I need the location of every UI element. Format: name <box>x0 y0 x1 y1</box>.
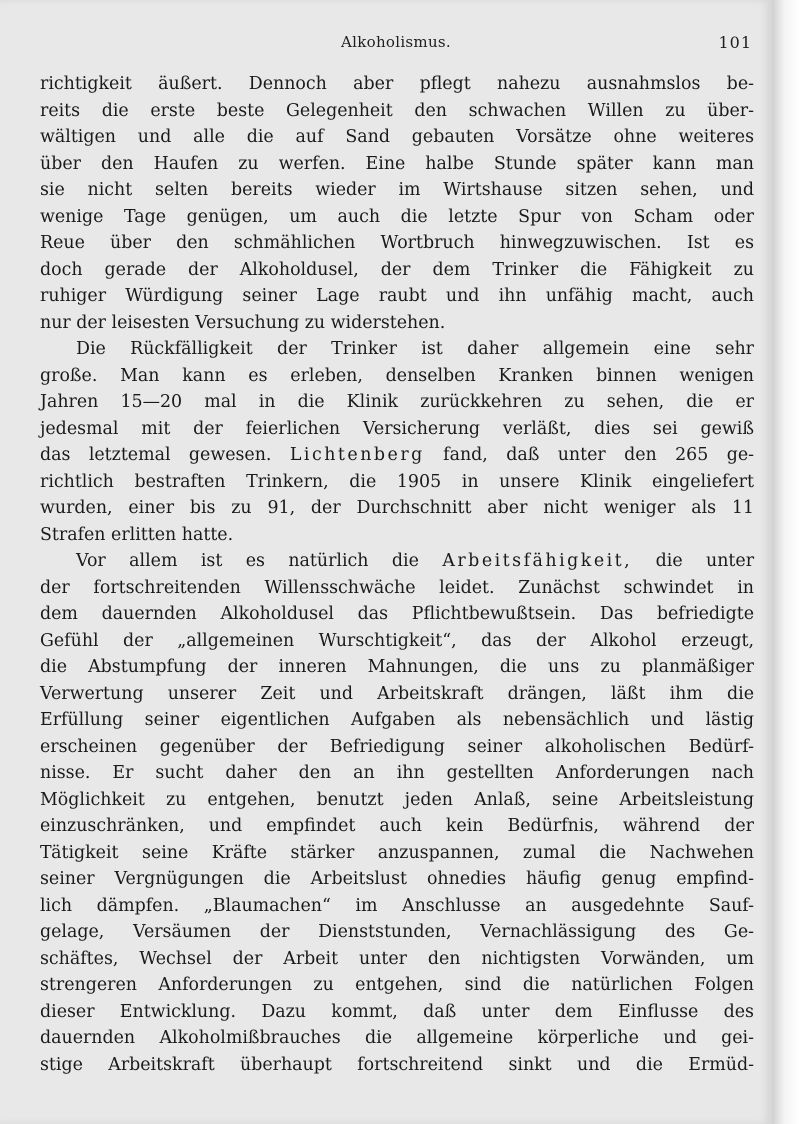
text-line: der fortschreitenden Willensschwäche leidet. Zunächst schwindet in <box>40 577 754 598</box>
text-line: Die Rückfälligkeit der Trinker ist daher allgemein eine sehr <box>76 339 754 359</box>
page-edge <box>772 0 800 1124</box>
text-line: nisse. Er sucht daher den an ihn gestellten Anforderungen nach <box>40 763 754 783</box>
text-line <box>40 442 754 469</box>
line-text: Vor allem ist es natürlich die <box>76 551 419 571</box>
text-line: wenige Tage genügen, um auch die letzte Spur von Scham oder <box>40 206 754 227</box>
text-line: Verwertung unserer Zeit und Arbeitskraft drängen, läßt ihm die <box>40 683 754 704</box>
text-line: große. Man kann es erleben, denselben Kranken binnen wenigen <box>40 365 754 386</box>
text-line: schäftes, Wechsel der Arbeit unter den nichtigsten Vorwänden, um <box>40 948 754 969</box>
text-line: Erfüllung seiner eigentlichen Aufgaben als nebensächlich und lästig <box>40 710 754 730</box>
text-line: dauernden Alkoholmißbrauches die allgemeine körperliche und gei- <box>40 1028 754 1048</box>
text-line: Möglichkeit zu entgehen, benutzt jeden Anlaß, seine Arbeitsleistung <box>40 789 754 810</box>
body-text <box>40 71 754 1078</box>
text-line: wurden, einer bis zu 91, der Durchschnitt aber nicht weniger als 11 <box>40 498 754 518</box>
text-line: Jahren 15—20 mal in die Klinik zurückkehren zu sehen, die er <box>40 392 754 412</box>
spaced-emphasis: Lichtenberg <box>289 445 425 465</box>
text-line: über den Haufen zu werfen. Eine halbe Stunde später kann man <box>40 153 754 174</box>
text-line: strengeren Anforderungen zu entgehen, sind die natürlichen Folgen <box>40 975 754 995</box>
text-line: erscheinen gegenüber der Befriedigung seiner alkoholischen Bedürf- <box>40 736 754 757</box>
text-line: doch gerade der Alkoholdusel, der dem Trinker die Fähigkeit zu <box>40 259 754 280</box>
text-line: lich dämpfen. „Blaumachen“ im Anschlusse an ausgedehnte Sauf- <box>40 895 754 916</box>
text-line: ruhiger Würdigung seiner Lage raubt und ihn unfähig macht, auch <box>40 286 754 306</box>
line-text: das letztemal gewesen. <box>40 445 272 465</box>
text-line: Reue über den schmählichen Wortbruch hinwegzuwischen. Ist es <box>40 233 754 253</box>
text-line: Tätigkeit seine Kräfte stärker anzuspannen, zumal die Nachwehen <box>40 842 754 863</box>
text-line: Gefühl der „allgemeinen Wurschtigkeit“, das der Alkohol erzeugt, <box>40 630 754 651</box>
text-line: stige Arbeitskraft überhaupt fortschreitend sinkt und die Ermüd- <box>40 1054 754 1075</box>
page-header <box>40 33 752 55</box>
text-line: Strafen erlitten hatte. <box>40 524 234 545</box>
spaced-emphasis: Arbeitsfähigkeit, <box>442 551 633 571</box>
line-text-after: die unter <box>655 551 755 571</box>
text-line: richtlich bestraften Trinkern, die 1905 in unsere Klinik eingeliefert <box>40 471 754 492</box>
text-line: sie nicht selten bereits wieder im Wirtshause sitzen sehen, und <box>40 180 754 200</box>
text-line: jedesmal mit der feierlichen Versicherung verläßt, dies sei gewiß <box>40 418 754 439</box>
line-text-after: fand, daß unter den 265 ge- <box>443 445 754 465</box>
text-line: richtigkeit äußert. Dennoch aber pflegt nahezu ausnahmslos be- <box>40 74 754 94</box>
text-line: nur der leisesten Versuchung zu widerstehen. <box>40 312 446 333</box>
page-number: 101 <box>718 33 752 52</box>
text-line: dieser Entwicklung. Dazu kommt, daß unter dem Einflusse des <box>40 1001 754 1022</box>
text-line: einzuschränken, und empfindet auch kein Bedürfnis, während der <box>40 816 754 836</box>
text-line: die Abstumpfung der inneren Mahnungen, die uns zu planmäßiger <box>40 657 754 677</box>
text-line: reits die erste beste Gelegenheit den schwachen Willen zu über- <box>40 100 754 121</box>
text-line: gelage, Versäumen der Dienststunden, Vernachlässigung des Ge- <box>40 922 754 942</box>
text-line <box>40 548 754 575</box>
text-line: dem dauernden Alkoholdusel das Pflichtbewußtsein. Das befriedigte <box>40 604 754 624</box>
text-line: seiner Vergnügungen die Arbeitslust ohnedies häufig genug empfind- <box>40 869 754 889</box>
text-line: wältigen und alle die auf Sand gebauten Vorsätze ohne weiteres <box>40 127 754 147</box>
running-head: Alkoholismus. <box>341 33 451 51</box>
